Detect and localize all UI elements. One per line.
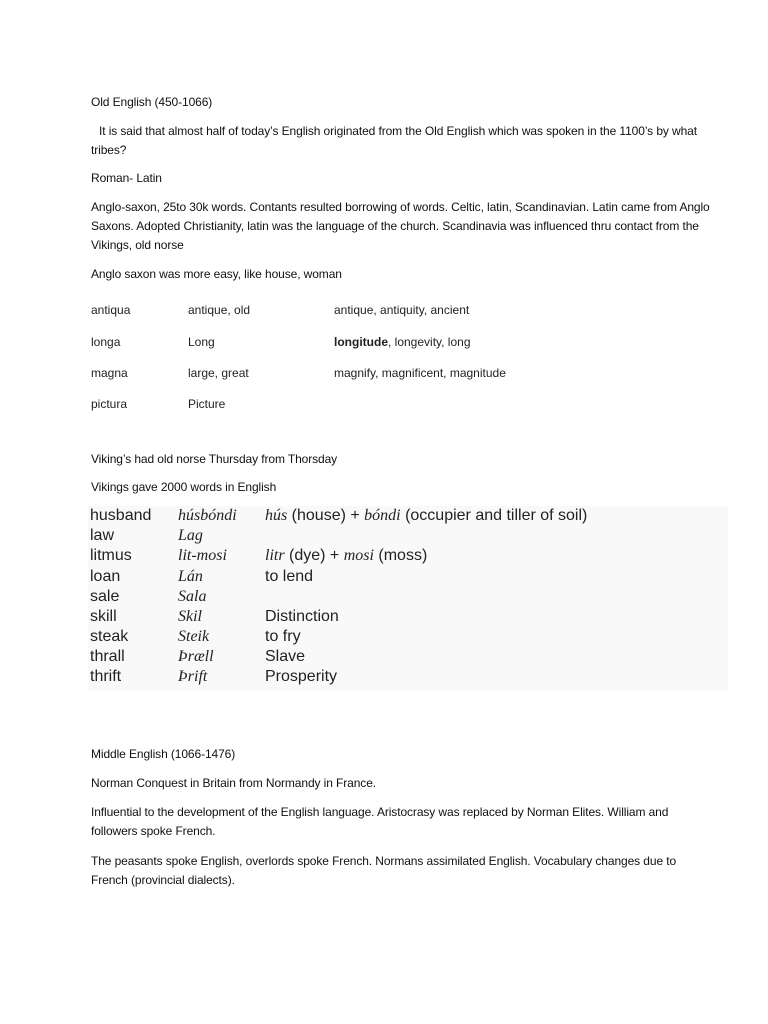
- table-row: [88, 667, 728, 687]
- latin-word: pictura: [91, 397, 128, 411]
- latin-meaning: large, great: [188, 366, 249, 380]
- question-paragraph: It is said that almost half of today’s English originated from the Old English which was spoken in the 1100’s by what tribes?: [91, 124, 697, 157]
- table-row: [88, 567, 728, 587]
- viking-thursday-line: Viking’s had old norse Thursday from Thorsday: [91, 452, 338, 466]
- gloss-text: (house) +: [287, 507, 365, 524]
- section-heading-old-english: Old English (450-1066): [91, 95, 213, 109]
- latin-word: magna: [91, 366, 128, 380]
- norse-word: Þræll: [178, 648, 214, 665]
- gloss-text: to fry: [265, 628, 301, 645]
- norse-word: húsbóndi: [178, 507, 237, 524]
- english-word: skill: [90, 608, 117, 625]
- norse-word: Sala: [178, 588, 207, 605]
- norman-conquest-line: Norman Conquest in Britain from Normandy in France.: [91, 776, 377, 790]
- table-row: [91, 300, 651, 320]
- etymology: [265, 546, 427, 566]
- norse-root: litr: [265, 547, 285, 564]
- table-row: [91, 363, 651, 383]
- gloss-text: Prosperity: [265, 668, 338, 685]
- norse-word: Steik: [178, 628, 210, 645]
- norse-word: lit-mosi: [178, 547, 227, 564]
- peasants-paragraph: The peasants spoke English, overlords spoke French. Normans assimilated English. Vocabulary changes due to French (provincial dialects).: [91, 854, 677, 887]
- gloss-text: Slave: [265, 648, 306, 665]
- etymology: [265, 506, 587, 526]
- english-word: thrift: [90, 668, 122, 685]
- gloss-text: (occupier and tiller of soil): [400, 507, 588, 524]
- gloss-text: Distinction: [265, 608, 339, 625]
- etymology: [265, 667, 337, 687]
- table-row: [91, 332, 651, 352]
- norse-word: Lán: [178, 568, 203, 585]
- english-word: steak: [90, 628, 129, 645]
- etymology: [265, 567, 313, 587]
- norse-word: Þrift: [178, 668, 208, 685]
- table-row: [88, 526, 728, 546]
- latin-meaning: Long: [188, 335, 215, 349]
- english-word: law: [90, 527, 115, 544]
- latin-meaning: Picture: [188, 397, 226, 411]
- influential-paragraph: Influential to the development of the English language. Aristocrasy was replaced by Norman Elites. William and followers spoke French.: [91, 805, 669, 838]
- roman-latin-line: Roman- Latin: [91, 171, 162, 185]
- old-norse-table: [88, 506, 728, 690]
- norse-root: mosi: [343, 547, 374, 564]
- table-row: [88, 506, 728, 526]
- etymology: [265, 647, 305, 667]
- table-row: [88, 607, 728, 627]
- latin-word: longa: [91, 335, 121, 349]
- gloss-text: to lend: [265, 568, 314, 585]
- norse-word: Skil: [178, 608, 202, 625]
- etymology: [265, 627, 301, 647]
- table-row: [88, 546, 728, 566]
- gloss-text: (moss): [373, 547, 428, 564]
- table-row: [88, 587, 728, 607]
- etymology: [265, 607, 339, 627]
- norse-word: Lag: [178, 527, 203, 544]
- section-heading-middle-english: Middle English (1066-1476): [91, 747, 236, 761]
- english-word: thrall: [90, 648, 125, 665]
- gloss-text: (dye) +: [284, 547, 344, 564]
- derived-words: antique, antiquity, ancient: [334, 303, 470, 317]
- table-row: [91, 394, 651, 414]
- norse-root: bóndi: [364, 507, 401, 524]
- latin-word: antiqua: [91, 303, 131, 317]
- anglo-saxon-paragraph: Anglo-saxon, 25to 30k words. Contants resulted borrowing of words. Celtic, latin, Scandinavian. Latin came from Anglo Saxons. Adopted Christianity, latin was the language of the church. Scandinavia was influenced thru contact from the Vikings, old norse: [91, 200, 710, 252]
- english-word: husband: [90, 507, 152, 524]
- table-row: [88, 627, 728, 647]
- vikings-words-line: Vikings gave 2000 words in English: [91, 480, 277, 494]
- table-row: [88, 647, 728, 667]
- english-word: sale: [90, 588, 120, 605]
- latin-meaning: antique, old: [188, 303, 251, 317]
- derived-words: magnify, magnificent, magnitude: [334, 366, 506, 380]
- norse-root: hús: [265, 507, 288, 524]
- english-word: loan: [90, 568, 121, 585]
- derived-words: longitude, longevity, long: [334, 335, 471, 349]
- english-word: litmus: [90, 547, 132, 564]
- anglo-saxon-easy-line: Anglo saxon was more easy, like house, woman: [91, 267, 342, 281]
